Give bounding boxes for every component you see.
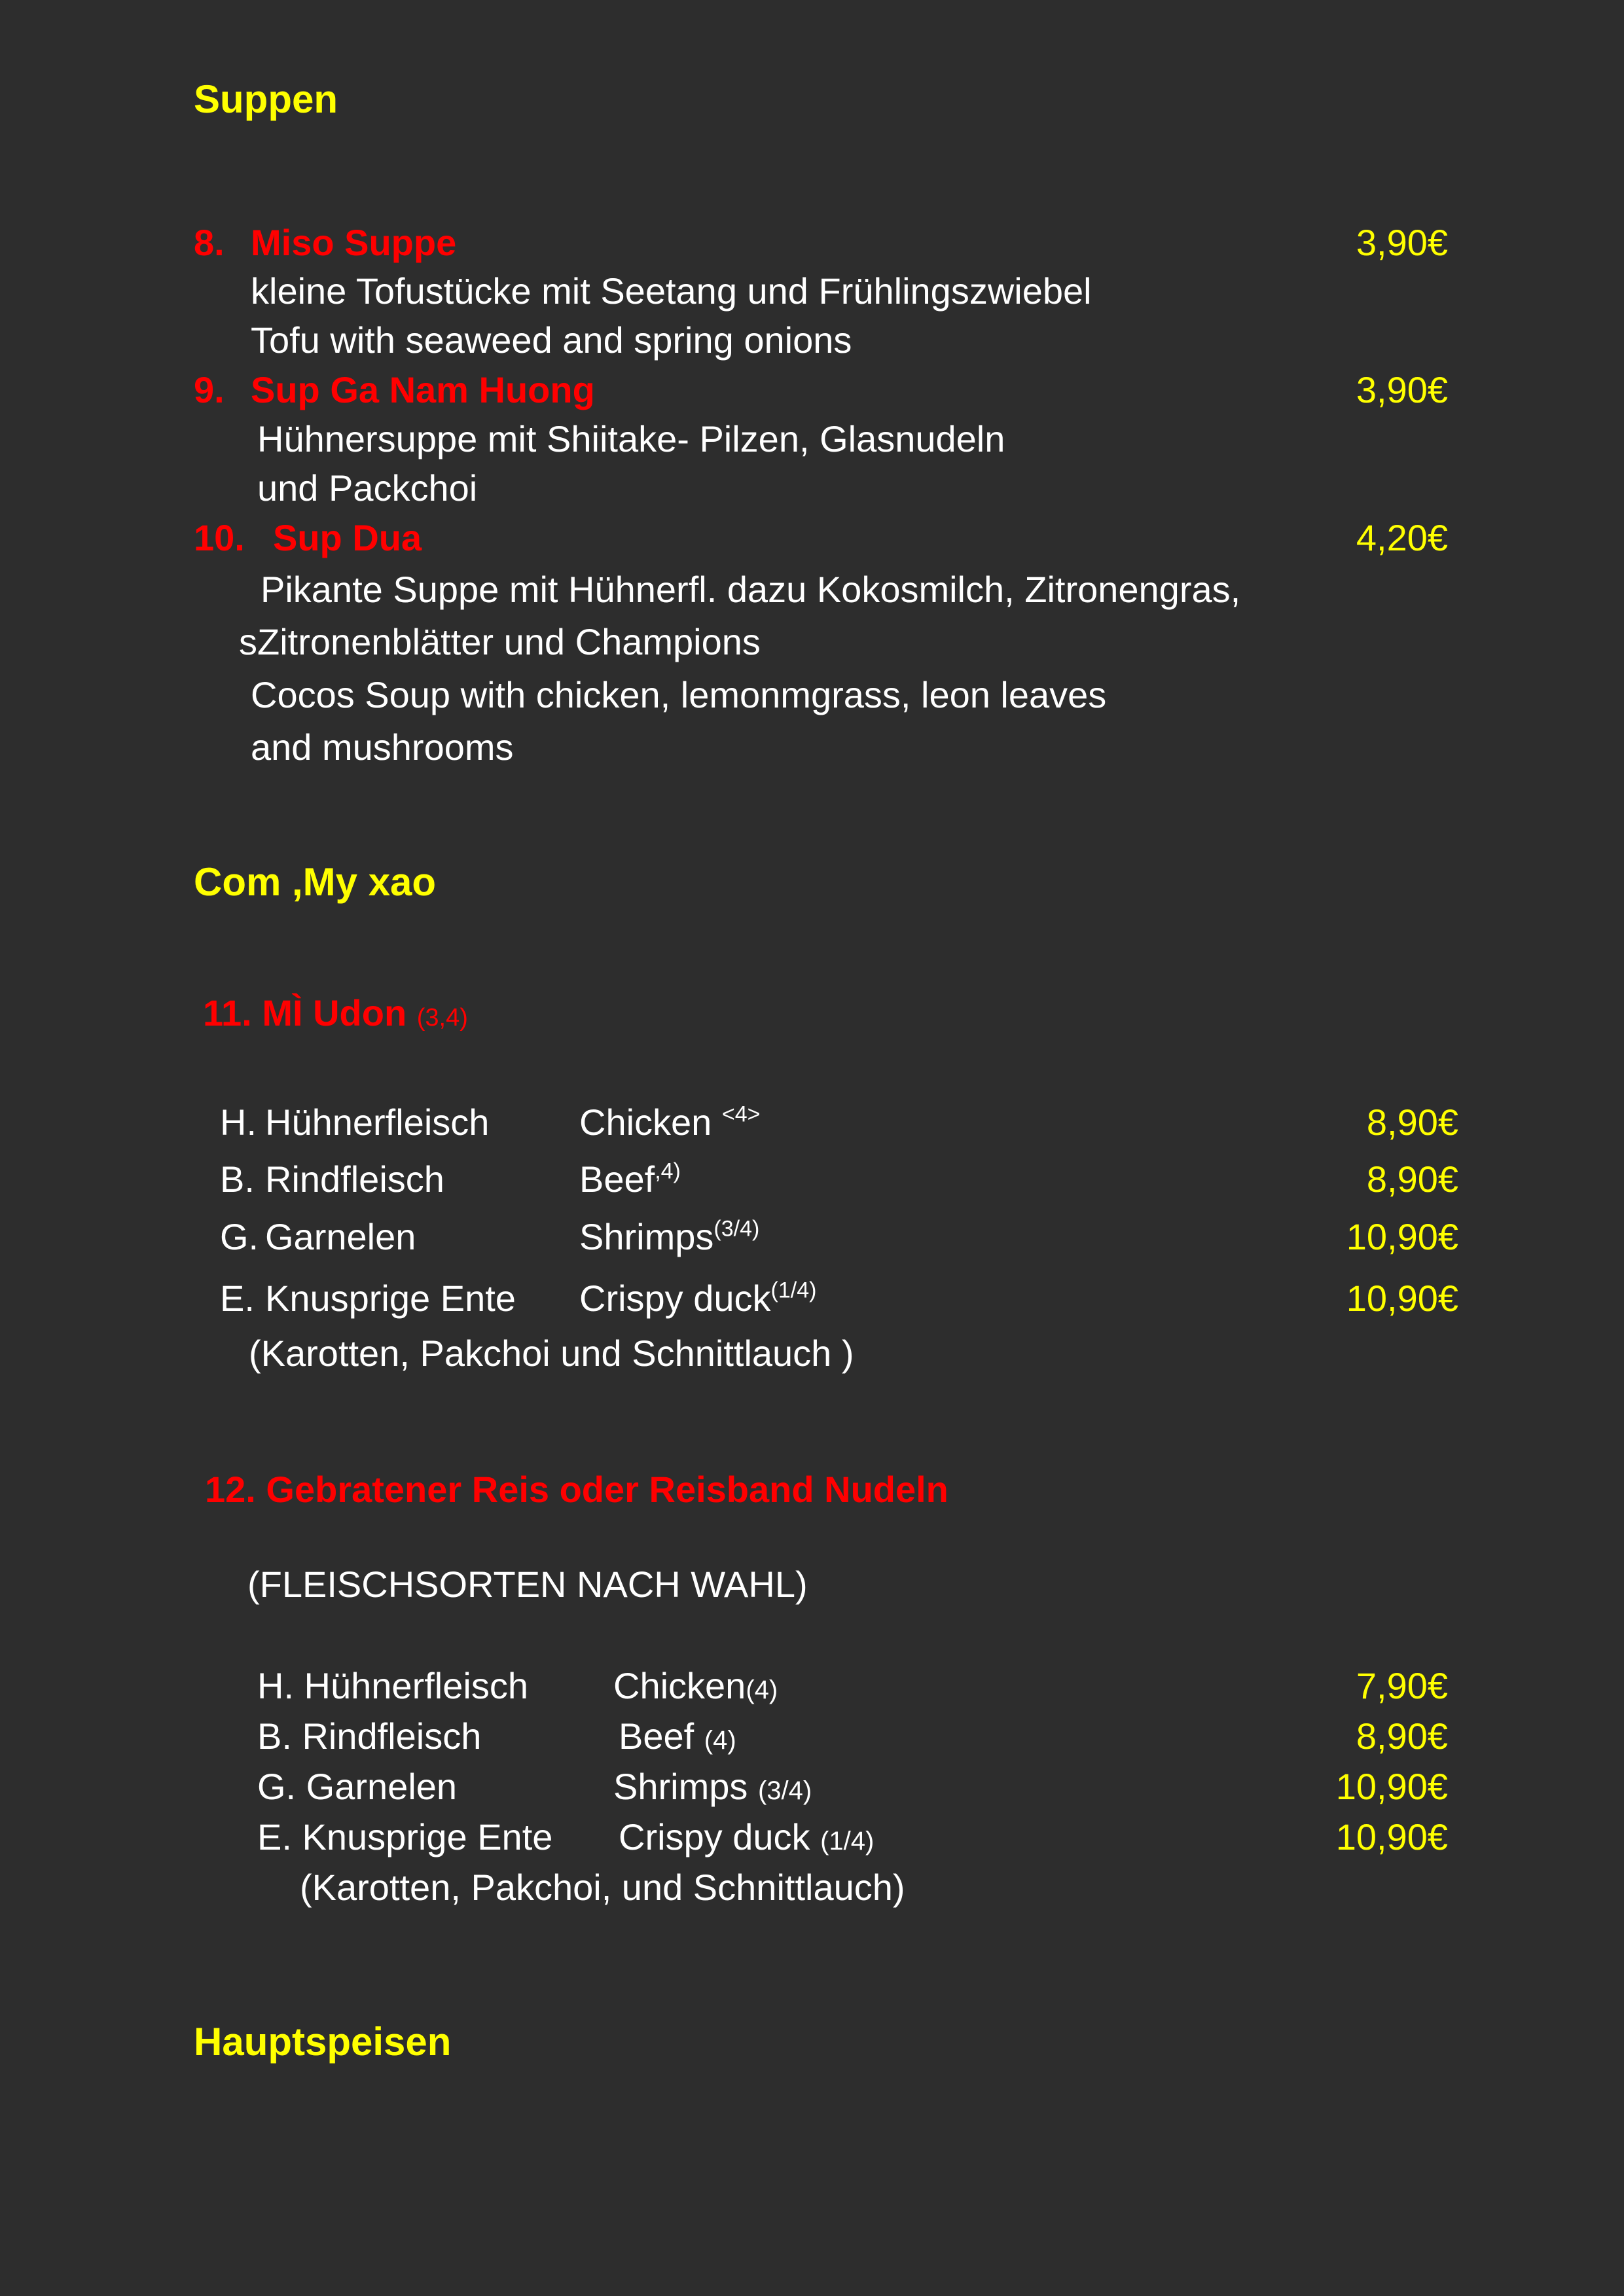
dish-description-line: sZitronenblätter und Champions bbox=[239, 621, 761, 662]
option-name-de: H. Hühnerfleisch bbox=[257, 1665, 528, 1706]
option-code: H. bbox=[220, 1102, 257, 1143]
dish-description-line: Hühnersuppe mit Shiitake- Pilzen, Glasnudeln bbox=[257, 418, 1005, 459]
option-name-en: Shrimps$^{(3/4)}$ bbox=[579, 1216, 760, 1257]
dish-price: 3,90€ bbox=[1356, 222, 1448, 263]
dish-title-text: 11. MÌ Udon bbox=[203, 992, 407, 1033]
option-allergen-note: ,4) bbox=[655, 1158, 681, 1184]
option-price: 8,90€ bbox=[1366, 1158, 1458, 1200]
option-name-en: Crispy duck$^{(1/4)}$ bbox=[579, 1278, 817, 1319]
option-name-en: Beef (4) bbox=[619, 1715, 736, 1757]
option-name-de: Knusprige Ente bbox=[265, 1278, 516, 1319]
option-footnote: (Karotten, Pakchoi und Schnittlauch ) bbox=[249, 1333, 854, 1374]
option-price: 8,90€ bbox=[1356, 1715, 1448, 1757]
dish-number: 9. bbox=[194, 369, 225, 410]
dish-number: 10. bbox=[194, 517, 245, 558]
dish-name-sup-ga-nam-huong: Sup Ga Nam Huong bbox=[251, 369, 595, 410]
section-heading-suppen: Suppen bbox=[194, 77, 338, 121]
option-name-de: Garnelen bbox=[265, 1216, 416, 1257]
option-name-de: B. Rindfleisch bbox=[257, 1715, 482, 1757]
option-name-de: Hühnerfleisch bbox=[265, 1102, 490, 1143]
dish-price: 4,20€ bbox=[1356, 517, 1448, 558]
option-name-en: Chicken(4) bbox=[613, 1665, 778, 1706]
option-price: 10,90€ bbox=[1346, 1278, 1458, 1319]
option-name-en: Chicken $^{<4>}$ bbox=[579, 1102, 761, 1143]
dish-title-gebratener-reis: 12. Gebratener Reis oder Reisband Nudeln bbox=[205, 1469, 948, 1510]
dish-description-line: and mushrooms bbox=[251, 726, 514, 768]
option-name-en: Crispy duck (1/4) bbox=[619, 1816, 875, 1857]
option-allergen-note: (4) bbox=[704, 1726, 736, 1755]
dish-name-miso-suppe: Miso Suppe bbox=[251, 222, 457, 263]
option-code: B. bbox=[220, 1158, 255, 1200]
dish-name-sup-dua: Sup Dua bbox=[273, 517, 422, 558]
option-name-de: Rindfleisch bbox=[265, 1158, 444, 1200]
option-allergen-note: (3/4) bbox=[757, 1776, 812, 1805]
option-name-de: G. Garnelen bbox=[257, 1766, 458, 1807]
option-name-en: Beef$^{,4)}$ bbox=[579, 1158, 681, 1200]
option-price: 10,90€ bbox=[1346, 1216, 1458, 1257]
dish-subtitle: (FLEISCHSORTEN NACH WAHL) bbox=[247, 1564, 808, 1605]
option-code: E. bbox=[220, 1278, 255, 1319]
option-price: 7,90€ bbox=[1356, 1665, 1448, 1706]
dish-description-line: Pikante Suppe mit Hühnerfl. dazu Kokosmilch, Zitronengras, bbox=[261, 569, 1241, 610]
dish-number: 8. bbox=[194, 222, 225, 263]
section-heading-hauptspeisen: Hauptspeisen bbox=[194, 2020, 452, 2064]
dish-description-line: Cocos Soup with chicken, lemonmgrass, leon leaves bbox=[251, 674, 1107, 715]
option-footnote: (Karotten, Pakchoi, und Schnittlauch) bbox=[300, 1867, 905, 1908]
option-code: G. bbox=[220, 1216, 259, 1257]
option-price: 10,90€ bbox=[1335, 1816, 1448, 1857]
option-allergen-note: (1/4) bbox=[820, 1827, 875, 1856]
option-price: 10,90€ bbox=[1335, 1766, 1448, 1807]
dish-price: 3,90€ bbox=[1356, 369, 1448, 410]
dish-description-line: Tofu with seaweed and spring onions bbox=[251, 319, 852, 361]
dish-title-mi-udon bbox=[203, 992, 468, 1033]
option-allergen-note: (3/4) bbox=[713, 1216, 760, 1242]
option-allergen-note: (4) bbox=[746, 1676, 778, 1704]
option-price: 8,90€ bbox=[1366, 1102, 1458, 1143]
option-name-de: E. Knusprige Ente bbox=[257, 1816, 553, 1857]
dish-description-line: kleine Tofustücke mit Seetang und Frühlingszwiebel bbox=[251, 270, 1092, 312]
dish-allergens: (3,4) bbox=[416, 1004, 468, 1031]
option-allergen-note: (1/4) bbox=[770, 1278, 817, 1303]
option-name-en: Shrimps (3/4) bbox=[613, 1766, 812, 1807]
section-heading-com-my-xao: Com ,My xao bbox=[194, 860, 437, 904]
dish-description-line: und Packchoi bbox=[257, 467, 478, 509]
option-allergen-note: <4> bbox=[721, 1102, 761, 1127]
